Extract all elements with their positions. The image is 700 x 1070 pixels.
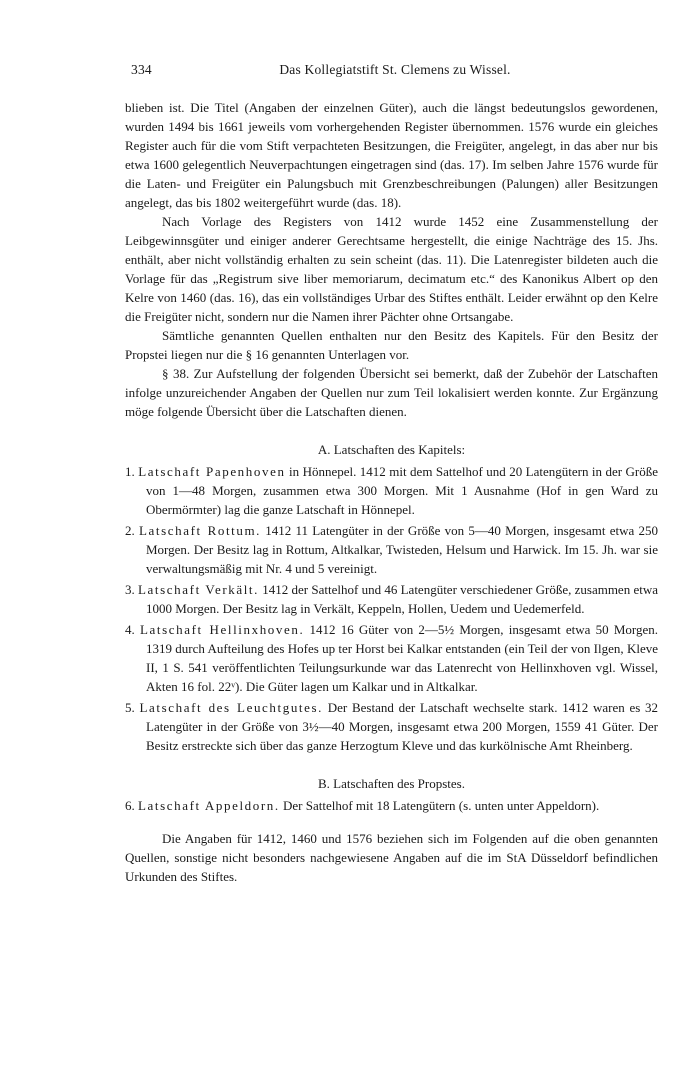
section-b-heading: B. Latschaften des Propstes. bbox=[318, 776, 465, 791]
list-item bbox=[125, 580, 658, 618]
item-text: Der Sattelhof mit 18 Latengütern (s. unten unter Appeldorn). bbox=[279, 798, 600, 813]
item-number: 6. bbox=[125, 798, 135, 813]
item-text: 1412 der Sattelhof und 46 Latengüter verschiedener Größe, zusammen etwa 1000 Morgen. Der Besitz lag in Verkält, Keppeln, Hollen, Uedem und Uedemerfeld. bbox=[146, 582, 659, 616]
paragraph-register: Nach Vorlage des Registers von 1412 wurde 1452 eine Zusammenstellung der Leibgewinnsgüter und einiger anderer Gerechtsame hergestellt, die einige Nachträge des 15. Jhs. enthält, aber nicht vollständig erhalten zu sein scheint (das. 11). Die Latenregister bildeten auch die Vorlage für das „Registrum sive liber memoriarum, decimatum etc.“ des Kanonikus Albert op den Kelre von 1460 (das. 16), das ein vollständiges Urbar des Stiftes enthält. Leider erwähnt op den Kelre die Freigüter nicht, sondern nur die Namen ihrer Pächter ohne Ortsangabe. bbox=[125, 214, 658, 324]
item-number: 5. bbox=[125, 700, 135, 715]
item-text: in Hönnepel. 1412 mit dem Sattelhof und 20 Latengütern in der Größe von 1—48 Morgen, zusammen etwa 300 Morgen. Mit 1 Ausnahme (Hof in gen Ward zu Obermörmter) lag die ganze Latschaft in Hönnepel. bbox=[146, 464, 659, 517]
item-number: 3. bbox=[125, 582, 135, 597]
page-body bbox=[125, 98, 658, 886]
item-text: Der Bestand der Latschaft wechselte stark. 1412 waren es 32 Latengüter in der Größe von 3½—40 Morgen, insgesamt etwa 200 Morgen, 1559 41 Güter. Der Besitz erstreckte sich über das ganze Herzogtum Kleve und das kurkölnische Amt Rheinberg. bbox=[146, 700, 659, 753]
item-text: 1412 16 Güter von 2—5½ Morgen, insgesamt etwa 50 Morgen. 1319 durch Aufteilung des Hofes up ter Horst bei Kalkar entstanden (ein Teil der von Ilgen, Kleve II, 1 S. 541 veröffentlichten Teilungsurkunde war das Latenrecht von Hellinxhoven vgl. Wissel, Akten 16 fol. 22ᵛ). Die Güter lagen um Kalkar und in Altkalkar. bbox=[146, 622, 658, 694]
item-name: Latschaft des Leuchtgutes. bbox=[139, 700, 324, 715]
item-name: Latschaft Hellinxhoven. bbox=[139, 622, 305, 637]
list-item bbox=[125, 698, 658, 755]
list-item bbox=[125, 521, 658, 578]
list-item bbox=[125, 620, 658, 696]
item-number: 1. bbox=[125, 464, 135, 479]
paragraph-continued: blieben ist. Die Titel (Angaben der einzelnen Güter), auch die längst bedeutungslos gewordenen, wurden 1494 bis 1661 jeweils vom vorhergehenden Register übernommen. 1576 wurde ein gleiches Register auch für die vom Stift verpachteten Besitzungen, die Freigüter, angelegt, in das aber nur bis etwa 1600 gelegentlich Neuverpachtungen eingetragen sind (das. 17). Im selben Jahre 1576 wurde für die Laten- und Freigüter ein Palungsbuch mit Grenzbeschreibungen (Palungen) aller Besitzungen angelegt, das bis 1802 weitergeführt wurde (das. 18). bbox=[125, 100, 658, 210]
item-text: 1412 11 Latengüter in der Größe von 5—40 Morgen, insgesamt etwa 250 Morgen. Der Besitz lag in Rottum, Altkalkar, Twisteden, Helsum und Harwick. Im 15. Jh. war sie verwaltungsmäßig mit Nr. 4 und 5 vereinigt. bbox=[146, 523, 658, 576]
item-number: 2. bbox=[125, 523, 135, 538]
section-b-list bbox=[125, 796, 658, 815]
section-a-heading: A. Latschaften des Kapitels: bbox=[317, 442, 466, 457]
paragraph-section-38: § 38. Zur Aufstellung der folgenden Übersicht sei bemerkt, daß der Zubehör der Latschaften infolge unzureichender Angaben der Quellen nur zum Teil lokalisiert werden konnte. Zur Ergänzung möge folgende Übersicht über die Latschaften dienen. bbox=[125, 366, 658, 419]
list-item bbox=[125, 796, 658, 815]
section-a-list bbox=[125, 462, 658, 755]
item-name: Latschaft Rottum. bbox=[138, 523, 262, 538]
list-item bbox=[125, 462, 658, 519]
paragraph-sources: Sämtliche genannten Quellen enthalten nur den Besitz des Kapitels. Für den Besitz der Propstei liegen nur die § 16 genannten Unterlagen vor. bbox=[125, 328, 658, 362]
item-name: Latschaft Appeldorn. bbox=[138, 798, 280, 813]
item-name: Latschaft Papenhoven bbox=[138, 464, 286, 479]
running-title: Das Kollegiatstift St. Clemens zu Wissel. bbox=[279, 62, 511, 77]
page-number: 334 bbox=[131, 62, 152, 77]
paragraph-closing: Die Angaben für 1412, 1460 und 1576 beziehen sich im Folgenden auf die oben genannten Quellen, sonstige nicht besonders nachgewiesene Angaben auf die im StA Düsseldorf befindlichen Urkunden des Stiftes. bbox=[125, 831, 658, 884]
item-number: 4. bbox=[125, 622, 135, 637]
item-name: Latschaft Verkält. bbox=[138, 582, 259, 597]
